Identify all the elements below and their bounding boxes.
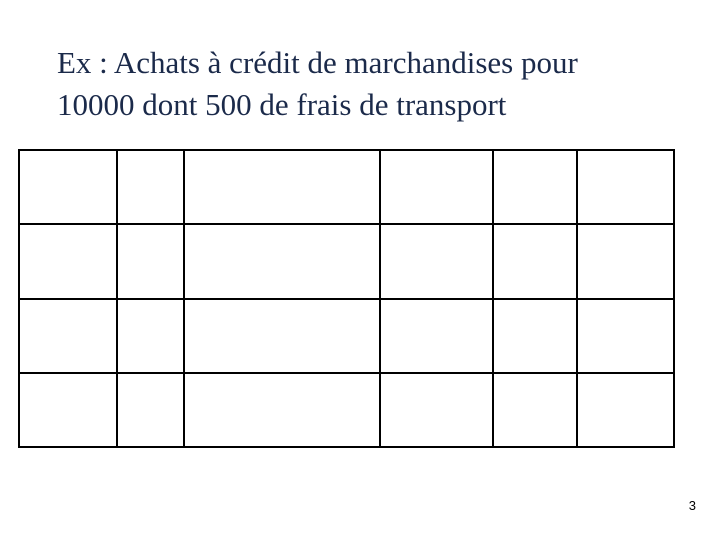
- table-cell: [493, 150, 577, 224]
- table-row: [19, 299, 674, 373]
- table-cell: [493, 299, 577, 373]
- table-cell: [19, 150, 117, 224]
- table-cell: [380, 150, 493, 224]
- table-row: [19, 224, 674, 298]
- table-cell: [19, 299, 117, 373]
- table-cell: [19, 224, 117, 298]
- title-line-1: Ex : Achats à crédit de marchandises pour: [57, 45, 578, 80]
- table-cell: [380, 299, 493, 373]
- table-cell: [117, 224, 184, 298]
- slide-title: [57, 42, 697, 126]
- journal-entry-table: [18, 149, 675, 448]
- table-cell: [493, 224, 577, 298]
- table-cell: [380, 224, 493, 298]
- table-cell: [184, 373, 380, 447]
- table-cell: [184, 224, 380, 298]
- table-cell: [577, 373, 674, 447]
- table-cell: [117, 373, 184, 447]
- table-cell: [493, 373, 577, 447]
- page-number: 3: [688, 498, 696, 513]
- table-row: [19, 150, 674, 224]
- table-cell: [380, 373, 493, 447]
- title-line-2: 10000 dont 500 de frais de transport: [57, 87, 507, 122]
- table-cell: [117, 299, 184, 373]
- table-row: [19, 373, 674, 447]
- table-cell: [117, 150, 184, 224]
- table-cell: [577, 150, 674, 224]
- table-cell: [577, 299, 674, 373]
- table-cell: [184, 299, 380, 373]
- table-cell: [19, 373, 117, 447]
- table-cell: [577, 224, 674, 298]
- table-cell: [184, 150, 380, 224]
